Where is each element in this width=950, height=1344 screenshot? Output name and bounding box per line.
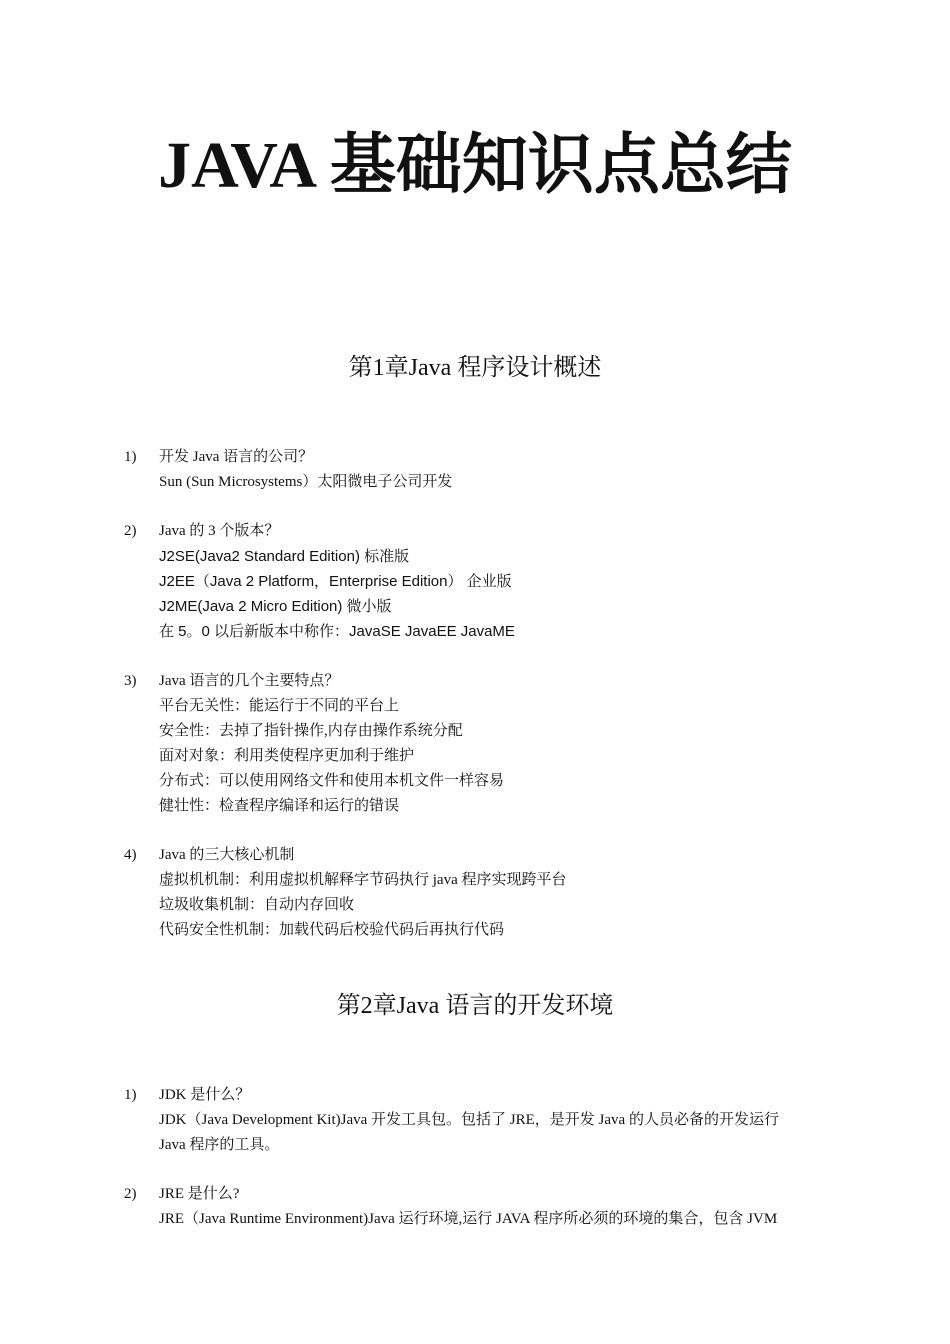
item-answer-line: 平台无关性：能运行于不同的平台上 [159,698,400,714]
item-question: Java 的 3 个版本？ [159,523,280,539]
item-question: Java 的三大核心机制 [159,847,295,863]
item-answer-line: Java 程序的工具。 [159,1137,280,1153]
item-answer-line: Sun (Sun Microsystems）太阳微电子公司开发 [159,474,453,490]
item-answer-line: 安全性：去掉了指针操作,内存由操作系统分配 [159,723,463,739]
item-answer-line: J2EE（Java 2 Platform，Enterprise Edition） 企业版 [159,573,512,590]
item-number: 4) [124,847,137,863]
item-question: 开发 Java 语言的公司？ [159,449,314,465]
item-question: Java 语言的几个主要特点？ [159,673,340,689]
item-answer-line: 垃圾收集机制：自动内存回收 [159,897,355,913]
item-answer-line: 健壮性：检查程序编译和运行的错误 [159,798,400,814]
item-answer-line: JRE（Java Runtime Environment)Java 运行环境,运行 JAVA 程序所必须的环境的集合，包含 JVM [159,1211,778,1227]
item-answer-line: 在 5。0 以后新版本中称作：JavaSE JavaEE JavaME [159,623,515,640]
item-number: 1) [124,449,137,465]
item-answer-line: J2ME(Java 2 Micro Edition) 微小版 [159,598,392,615]
item-answer-line: 分布式：可以使用网络文件和使用本机文件一样容易 [159,773,505,789]
item-number: 1) [124,1087,137,1103]
chapter-1-title: 第1章Java 程序设计概述 [348,355,602,381]
item-number: 2) [124,523,137,539]
item-answer-line: JDK（Java Development Kit)Java 开发工具包。包括了 JRE，是开发 Java 的人员必备的开发运行 [159,1112,779,1128]
item-answer-line: 代码安全性机制：加载代码后校验代码后再执行代码 [159,922,505,938]
item-number: 2) [124,1186,137,1202]
chapter-2-title: 第2章Java 语言的开发环境 [336,993,614,1019]
item-content [159,445,864,495]
item-answer-line: J2SE(Java2 Standard Edition) 标准版 [159,548,410,565]
item-content [159,519,864,644]
item-question: JDK 是什么？ [159,1087,251,1103]
document-title: JAVA 基础知识点总结 [158,129,792,202]
item-content [159,1083,864,1158]
item-answer-line: 面对对象：利用类使程序更加利于维护 [159,748,415,764]
item-question: JRE 是什么? [159,1186,240,1202]
item-answer-line: 虚拟机机制：利用虚拟机解释字节码执行 java 程序实现跨平台 [159,872,567,888]
item-content [159,843,864,943]
item-content [159,1182,864,1232]
item-content [159,669,864,819]
item-number: 3) [124,673,137,689]
